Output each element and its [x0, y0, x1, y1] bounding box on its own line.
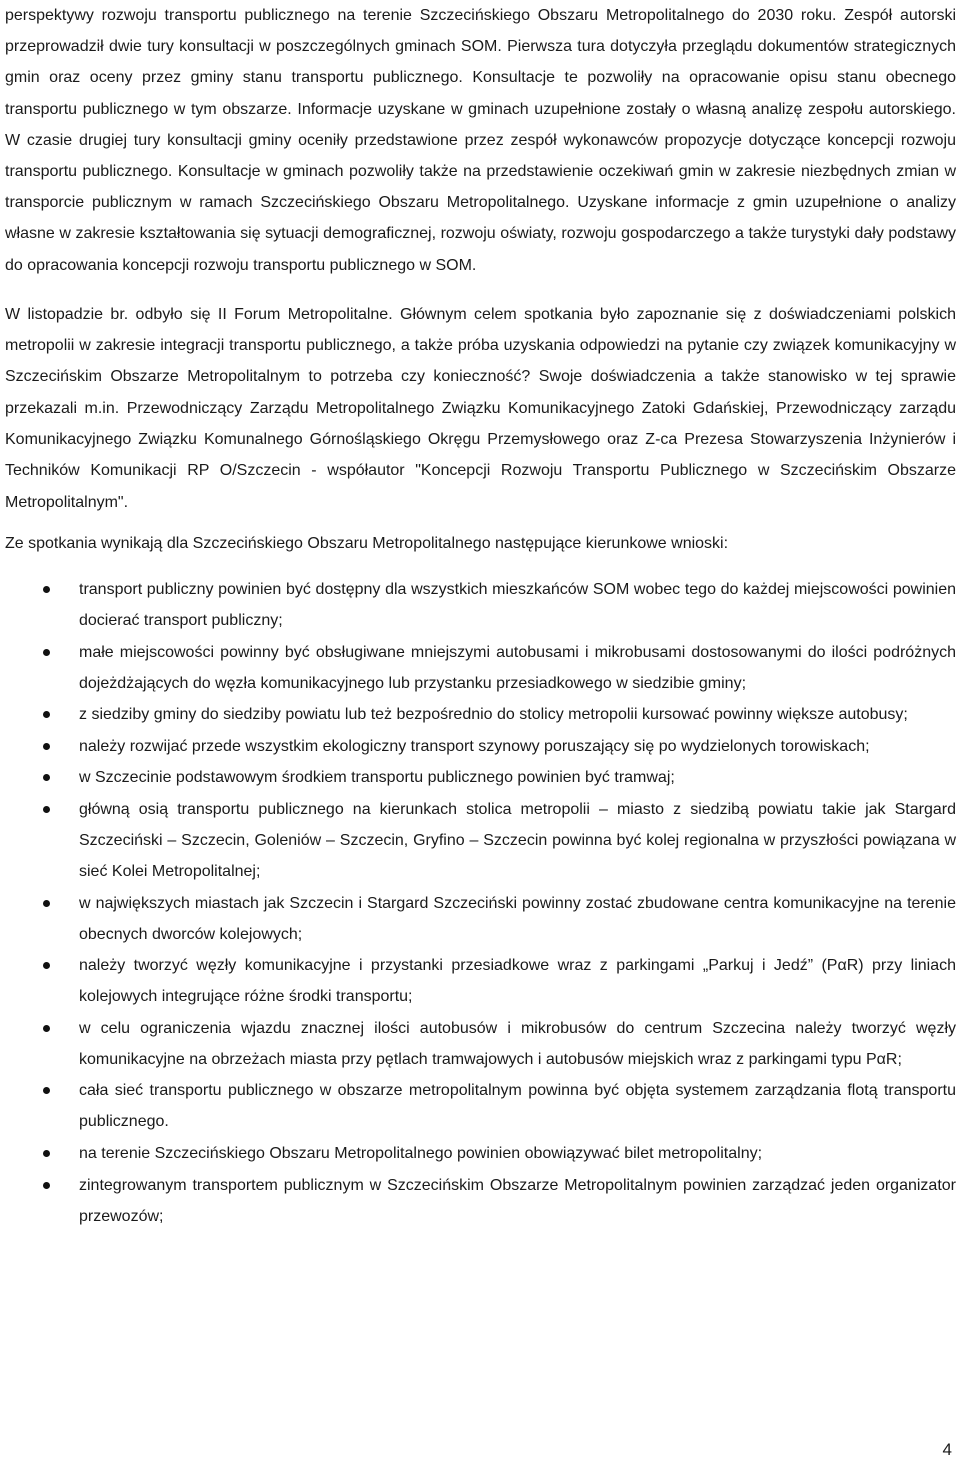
paragraph-consultations: perspektywy rozwoju transportu publicznego na terenie Szczecińskiego Obszaru Metropolitalnego do 2030 roku. Zespół autorski przeprowadził dwie tury konsultacji w poszczególnych gminach SOM. Pierwsza tura dotyczyła przeglądu dokumentów strategicznych gmin oraz oceny przez gminy stanu transportu publicznego. Konsultacje te pozwoliły na opracowanie opisu stanu obecnego transportu publicznego w tym obszarze. Informacje uzyskane w gminach uzupełnione zostały o własną analizę zespołu autorskiego. W czasie drugiej tury konsultacji gminy oceniły przedstawione przez zespół wykonawców propozycje dotyczące koncepcji rozwoju transportu publicznego. Konsultacje w gminach pozwoliły także na przedstawienie oczekiwań gmin w zakresie niezbędnych zmian w transporcie publicznym w ramach Szczecińskiego Obszaru Metropolitalnego. Uzyskane informacje z gmin uzupełnione o analizy własne w zakresie kształtowania się sytuacji demograficznej, rozwoju oświaty, rozwoju gospodarczego a także turystyki dały podstawy do opracowania koncepcji rozwoju transportu publicznego w SOM.: [5, 7, 956, 274]
bullet-icon: [43, 649, 50, 656]
bullet-icon: [43, 586, 50, 593]
list-item: [5, 888, 956, 950]
bullet-icon: [43, 1087, 50, 1094]
list-item-text: w największych miastach jak Szczecin i Stargard Szczeciński powinny zostać zbudowane centra komunikacyjne na terenie obecnych dworców kolejowych;: [79, 894, 956, 943]
list-item: [5, 762, 956, 793]
list-item: [5, 637, 956, 699]
list-item: [5, 1170, 956, 1232]
list-item-text: z siedziby gminy do siedziby powiatu lub też bezpośrednio do stolicy metropolii kursować powinny większe autobusy;: [79, 706, 908, 724]
list-item-text: w celu ograniczenia wjazdu znacznej ilości autobusów i mikrobusów do centrum Szczecina należy tworzyć węzły komunikacyjne na obrzeżach miasta przy pętlach tramwajowych i autobusów miejskich wraz z parkingami typu PαR;: [79, 1019, 956, 1068]
list-item: [5, 574, 956, 636]
bullet-icon: [43, 900, 50, 907]
list-item-text: należy tworzyć węzły komunikacyjne i przystanki przesiadkowe wraz z parkingami „Parkuj i Jedź” (PαR) przy liniach kolejowych integrujące różne środki transportu;: [79, 957, 956, 1006]
bullet-icon: [43, 743, 50, 750]
paragraph-conclusions-intro: Ze spotkania wynikają dla Szczecińskiego Obszaru Metropolitalnego następujące kierunkowe wnioski:: [5, 534, 729, 552]
bullet-icon: [43, 711, 50, 718]
bullet-icon: [43, 806, 50, 813]
conclusions-list: [5, 574, 956, 1232]
bullet-icon: [43, 1025, 50, 1032]
list-item-text: w Szczecinie podstawowym środkiem transportu publicznego powinien być tramwaj;: [79, 769, 675, 787]
list-item: [5, 1013, 956, 1075]
list-item: [5, 950, 956, 1012]
list-item: [5, 699, 956, 730]
list-item: [5, 1138, 956, 1169]
bullet-icon: [43, 1150, 50, 1157]
list-item-text: na terenie Szczecińskiego Obszaru Metropolitalnego powinien obowiązywać bilet metropolitalny;: [79, 1145, 763, 1163]
bullet-icon: [43, 774, 50, 781]
list-item-text: transport publiczny powinien być dostępny dla wszystkich mieszkańców SOM wobec tego do każdej miejscowości powinien docierać transport publiczny;: [79, 581, 956, 630]
list-item-text: zintegrowanym transportem publicznym w Szczecińskim Obszarze Metropolitalnym powinien zarządzać jeden organizator przewozów;: [79, 1176, 956, 1225]
bullet-icon: [43, 1182, 50, 1189]
list-item: [5, 731, 956, 762]
list-item-text: główną osią transportu publicznego na kierunkach stolica metropolii – miasto z siedzibą powiatu takie jak Stargard Szczeciński – Szczecin, Goleniów – Szczecin, Gryfino – Szczecin powinna być kolej regionalna w przyszłości powiązana w sieć Kolei Metropolitalnej;: [79, 801, 956, 881]
list-item: [5, 1075, 956, 1137]
list-item-text: należy rozwijać przede wszystkim ekologiczny transport szynowy poruszający się po wydzielonych torowiskach;: [79, 737, 870, 755]
list-item: [5, 794, 956, 887]
list-item-text: cała sieć transportu publicznego w obszarze metropolitalnym powinna być objęta systemem zarządzania flotą transportu publicznego.: [79, 1082, 956, 1131]
paragraph-forum: W listopadzie br. odbyło się II Forum Metropolitalne. Głównym celem spotkania było zapoznanie się z doświadczeniami polskich metropolii w zakresie integracji transportu publicznego, a także próba uzyskania odpowiedzi na pytanie czy związek komunikacyjny w Szczecińskim Obszarze Metropolitalnym to potrzeba czy konieczność? Swoje doświadczenia a także stanowisko w tej sprawie przekazali m.in. Przewodniczący Zarządu Metropolitalnego Związku Komunikacyjnego Zatoki Gdańskiej, Przewodniczący zarządu Komunikacyjnego Związku Komunalnego Górnośląskiego Okręgu Przemysłowego oraz Z-ca Prezesa Stowarzyszenia Inżynierów i Techników Komunikacji RP O/Szczecin - współautor "Koncepcji Rozwoju Transportu Publicznego w Szczecińskim Obszarze Metropolitalnym".: [5, 305, 956, 511]
list-item-text: małe miejscowości powinny być obsługiwane mniejszymi autobusami i mikrobusami dostosowanymi do ilości podróżnych dojeżdżających do węzła komunikacyjnego lub przystanku przesiadkowego w siedzibie gminy;: [79, 643, 956, 692]
bullet-icon: [43, 962, 50, 969]
page-number: 4: [942, 1440, 952, 1459]
